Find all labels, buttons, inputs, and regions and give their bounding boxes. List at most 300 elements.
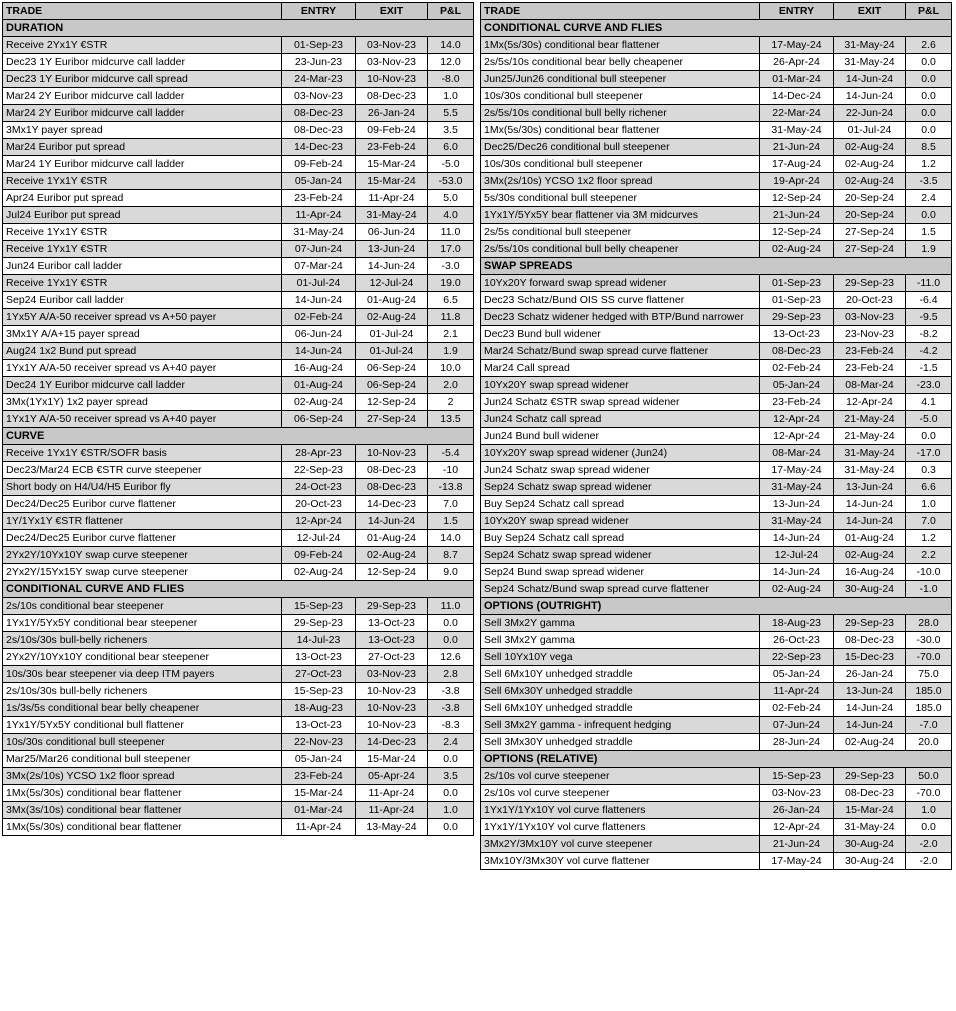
table-row [481, 717, 952, 734]
trade-name-cell: Dec23 Schatz widener hedged with BTP/Bund narrower [481, 309, 760, 326]
pl-value-cell: 2.0 [428, 377, 474, 394]
exit-date-cell: 20-Oct-23 [834, 292, 906, 309]
trade-name-cell: Jun24 Euribor call ladder [3, 258, 282, 275]
table-row [3, 360, 474, 377]
trade-name-cell: Short body on H4/U4/H5 Euribor fly [3, 479, 282, 496]
section-header-row [3, 428, 474, 445]
trade-name-cell: Aug24 1x2 Bund put spread [3, 343, 282, 360]
exit-date-cell: 11-Apr-24 [356, 802, 428, 819]
trade-name-cell: Sell 10Yx10Y vega [481, 649, 760, 666]
trade-name-cell: Mar24 2Y Euribor midcurve call ladder [3, 88, 282, 105]
trade-name-cell: Mar24 1Y Euribor midcurve call ladder [3, 156, 282, 173]
entry-date-cell: 26-Apr-24 [760, 54, 834, 71]
entry-date-cell: 05-Jan-24 [760, 666, 834, 683]
pl-value-cell: -7.0 [906, 717, 952, 734]
table-row [3, 54, 474, 71]
pl-value-cell: 0.0 [428, 615, 474, 632]
table-row [481, 581, 952, 598]
trade-name-cell: Jun24 Schatz €STR swap spread widener [481, 394, 760, 411]
trade-name-cell: Dec23/Mar24 ECB €STR curve steepener [3, 462, 282, 479]
table-row [481, 802, 952, 819]
pl-value-cell: 6.0 [428, 139, 474, 156]
table-row [481, 275, 952, 292]
entry-date-cell: 14-Jun-24 [760, 564, 834, 581]
pl-value-cell: -17.0 [906, 445, 952, 462]
column-header-trade: TRADE [3, 3, 282, 20]
trade-name-cell: 3Mx1Y A/A+15 payer spread [3, 326, 282, 343]
exit-date-cell: 12-Sep-24 [356, 394, 428, 411]
trade-name-cell: Receive 1Yx1Y €STR [3, 275, 282, 292]
entry-date-cell: 21-Jun-24 [760, 207, 834, 224]
pl-value-cell: 6.5 [428, 292, 474, 309]
entry-date-cell: 02-Feb-24 [282, 309, 356, 326]
pl-value-cell: -2.0 [906, 836, 952, 853]
pl-value-cell: -13.8 [428, 479, 474, 496]
exit-date-cell: 14-Dec-23 [356, 496, 428, 513]
exit-date-cell: 05-Apr-24 [356, 768, 428, 785]
pl-value-cell: -11.0 [906, 275, 952, 292]
trade-name-cell: 1Y/1Yx1Y €STR flattener [3, 513, 282, 530]
exit-date-cell: 14-Jun-24 [834, 717, 906, 734]
entry-date-cell: 12-Apr-24 [760, 428, 834, 445]
exit-date-cell: 14-Jun-24 [834, 88, 906, 105]
section-title: SWAP SPREADS [481, 258, 952, 275]
pl-value-cell: 0.0 [906, 105, 952, 122]
table-row [3, 224, 474, 241]
trade-name-cell: 1Yx1Y/1Yx10Y vol curve flatteners [481, 819, 760, 836]
exit-date-cell: 31-May-24 [834, 445, 906, 462]
exit-date-cell: 03-Nov-23 [834, 309, 906, 326]
exit-date-cell: 21-May-24 [834, 411, 906, 428]
exit-date-cell: 06-Sep-24 [356, 377, 428, 394]
pl-value-cell: -1.5 [906, 360, 952, 377]
table-row [481, 173, 952, 190]
table-row [481, 853, 952, 870]
table-row [481, 54, 952, 71]
table-row [3, 479, 474, 496]
pl-value-cell: 14.0 [428, 37, 474, 54]
table-row [481, 88, 952, 105]
pl-value-cell: -8.3 [428, 717, 474, 734]
exit-date-cell: 03-Nov-23 [356, 54, 428, 71]
entry-date-cell: 12-Jul-24 [282, 530, 356, 547]
exit-date-cell: 30-Aug-24 [834, 853, 906, 870]
table-row [481, 547, 952, 564]
trade-name-cell: 3Mx(2s/10s) YCSO 1x2 floor spread [3, 768, 282, 785]
section-header-row [481, 598, 952, 615]
exit-date-cell: 29-Sep-23 [834, 275, 906, 292]
pl-value-cell: 2.6 [906, 37, 952, 54]
table-row [481, 105, 952, 122]
table-row [3, 632, 474, 649]
table-row [481, 496, 952, 513]
exit-date-cell: 31-May-24 [834, 54, 906, 71]
table-row [481, 241, 952, 258]
table-row [3, 275, 474, 292]
trade-name-cell: 2Yx2Y/10Yx10Y conditional bear steepener [3, 649, 282, 666]
pl-value-cell: -3.8 [428, 700, 474, 717]
table-row [3, 71, 474, 88]
entry-date-cell: 05-Jan-24 [282, 173, 356, 190]
trade-name-cell: 1s/3s/5s conditional bear belly cheapener [3, 700, 282, 717]
trade-name-cell: Mar24 Euribor put spread [3, 139, 282, 156]
pl-value-cell: 185.0 [906, 683, 952, 700]
trade-name-cell: 1Yx1Y/5Yx5Y conditional bull flattener [3, 717, 282, 734]
exit-date-cell: 15-Mar-24 [834, 802, 906, 819]
pl-value-cell: 0.0 [906, 428, 952, 445]
left-table-body [3, 20, 474, 836]
section-header-row [481, 258, 952, 275]
pl-value-cell: 28.0 [906, 615, 952, 632]
pl-value-cell: -5.0 [906, 411, 952, 428]
trade-name-cell: Buy Sep24 Schatz call spread [481, 496, 760, 513]
pl-value-cell: 7.0 [906, 513, 952, 530]
table-row [3, 462, 474, 479]
exit-date-cell: 12-Sep-24 [356, 564, 428, 581]
table-row [481, 292, 952, 309]
exit-date-cell: 12-Jul-24 [356, 275, 428, 292]
table-row [3, 496, 474, 513]
trade-name-cell: Jun25/Jun26 conditional bull steepener [481, 71, 760, 88]
trade-name-cell: 2s/10s vol curve steepener [481, 768, 760, 785]
entry-date-cell: 17-Aug-24 [760, 156, 834, 173]
pl-value-cell: 1.0 [428, 802, 474, 819]
entry-date-cell: 28-Apr-23 [282, 445, 356, 462]
exit-date-cell: 01-Aug-24 [356, 292, 428, 309]
trade-name-cell: Sell 3Mx30Y unhedged straddle [481, 734, 760, 751]
table-row [481, 513, 952, 530]
table-row [481, 428, 952, 445]
trade-name-cell: 3Mx(3s/10s) conditional bear flattener [3, 802, 282, 819]
entry-date-cell: 11-Apr-24 [282, 207, 356, 224]
entry-date-cell: 14-Jul-23 [282, 632, 356, 649]
trade-name-cell: 1Yx1Y/5Yx5Y conditional bear steepener [3, 615, 282, 632]
table-row [481, 37, 952, 54]
left-trade-table [2, 2, 474, 836]
trade-name-cell: 3Mx(2s/10s) YCSO 1x2 floor spread [481, 173, 760, 190]
table-row [481, 360, 952, 377]
trade-name-cell: 3Mx(1Yx1Y) 1x2 payer spread [3, 394, 282, 411]
exit-date-cell: 23-Feb-24 [834, 360, 906, 377]
pl-value-cell: -23.0 [906, 377, 952, 394]
table-row [3, 785, 474, 802]
section-title: OPTIONS (RELATIVE) [481, 751, 952, 768]
trade-name-cell: Dec23 Schatz/Bund OIS SS curve flattener [481, 292, 760, 309]
trade-name-cell: 2s/10s/30s bull-belly richeners [3, 683, 282, 700]
column-header-exit: EXIT [834, 3, 906, 20]
exit-date-cell: 13-Oct-23 [356, 632, 428, 649]
entry-date-cell: 13-Oct-23 [760, 326, 834, 343]
pl-value-cell: -30.0 [906, 632, 952, 649]
trade-name-cell: 1Yx1Y A/A-50 receiver spread vs A+40 payer [3, 411, 282, 428]
column-header-exit: EXIT [356, 3, 428, 20]
trade-name-cell: Receive 1Yx1Y €STR/SOFR basis [3, 445, 282, 462]
pl-value-cell: -2.0 [906, 853, 952, 870]
table-row [3, 751, 474, 768]
pl-value-cell: 0.3 [906, 462, 952, 479]
entry-date-cell: 05-Jan-24 [282, 751, 356, 768]
pl-value-cell: 4.1 [906, 394, 952, 411]
exit-date-cell: 02-Aug-24 [834, 547, 906, 564]
trade-name-cell: Sep24 Schatz swap spread widener [481, 547, 760, 564]
entry-date-cell: 22-Mar-24 [760, 105, 834, 122]
table-row [3, 139, 474, 156]
entry-date-cell: 20-Oct-23 [282, 496, 356, 513]
entry-date-cell: 29-Sep-23 [282, 615, 356, 632]
table-row [481, 649, 952, 666]
exit-date-cell: 20-Sep-24 [834, 207, 906, 224]
entry-date-cell: 19-Apr-24 [760, 173, 834, 190]
exit-date-cell: 11-Apr-24 [356, 190, 428, 207]
table-row [481, 224, 952, 241]
trade-name-cell: 10Yx20Y swap spread widener [481, 377, 760, 394]
table-row [481, 156, 952, 173]
section-title: OPTIONS (OUTRIGHT) [481, 598, 952, 615]
entry-date-cell: 08-Dec-23 [760, 343, 834, 360]
exit-date-cell: 02-Aug-24 [834, 173, 906, 190]
entry-date-cell: 02-Aug-24 [760, 241, 834, 258]
exit-date-cell: 27-Sep-24 [356, 411, 428, 428]
trade-name-cell: Sep24 Schatz/Bund swap spread curve flattener [481, 581, 760, 598]
entry-date-cell: 15-Sep-23 [282, 598, 356, 615]
trade-name-cell: Buy Sep24 Schatz call spread [481, 530, 760, 547]
entry-date-cell: 29-Sep-23 [760, 309, 834, 326]
entry-date-cell: 31-May-24 [760, 513, 834, 530]
exit-date-cell: 08-Dec-23 [834, 632, 906, 649]
trade-name-cell: 1Yx1Y A/A-50 receiver spread vs A+40 payer [3, 360, 282, 377]
pl-value-cell: 19.0 [428, 275, 474, 292]
exit-date-cell: 31-May-24 [834, 462, 906, 479]
table-row [3, 326, 474, 343]
entry-date-cell: 12-Apr-24 [282, 513, 356, 530]
trade-name-cell: Mar25/Mar26 conditional bull steepener [3, 751, 282, 768]
entry-date-cell: 14-Jun-24 [760, 530, 834, 547]
pl-value-cell: 12.6 [428, 649, 474, 666]
table-row [3, 156, 474, 173]
table-row [481, 530, 952, 547]
pl-value-cell: 7.0 [428, 496, 474, 513]
table-row [3, 615, 474, 632]
table-header-row [3, 3, 474, 20]
pl-value-cell: 0.0 [906, 71, 952, 88]
trade-name-cell: 3Mx1Y payer spread [3, 122, 282, 139]
pl-value-cell: 0.0 [428, 785, 474, 802]
entry-date-cell: 08-Mar-24 [760, 445, 834, 462]
entry-date-cell: 17-May-24 [760, 853, 834, 870]
exit-date-cell: 10-Nov-23 [356, 700, 428, 717]
entry-date-cell: 07-Mar-24 [282, 258, 356, 275]
pl-value-cell: 5.5 [428, 105, 474, 122]
pl-value-cell: 1.2 [906, 530, 952, 547]
trade-name-cell: Mar24 Call spread [481, 360, 760, 377]
exit-date-cell: 08-Dec-23 [834, 785, 906, 802]
pl-value-cell: 0.0 [906, 819, 952, 836]
exit-date-cell: 01-Jul-24 [834, 122, 906, 139]
exit-date-cell: 27-Oct-23 [356, 649, 428, 666]
exit-date-cell: 23-Feb-24 [356, 139, 428, 156]
trade-name-cell: Sell 6Mx10Y unhedged straddle [481, 666, 760, 683]
entry-date-cell: 22-Nov-23 [282, 734, 356, 751]
pl-value-cell: -3.5 [906, 173, 952, 190]
table-row [3, 241, 474, 258]
trade-name-cell: 10s/30s bear steepener via deep ITM payers [3, 666, 282, 683]
table-row [481, 462, 952, 479]
table-row [481, 836, 952, 853]
entry-date-cell: 01-Aug-24 [282, 377, 356, 394]
entry-date-cell: 15-Sep-23 [282, 683, 356, 700]
entry-date-cell: 23-Feb-24 [760, 394, 834, 411]
trade-name-cell: Dec23 1Y Euribor midcurve call spread [3, 71, 282, 88]
entry-date-cell: 01-Sep-23 [282, 37, 356, 54]
entry-date-cell: 01-Jul-24 [282, 275, 356, 292]
exit-date-cell: 26-Jan-24 [356, 105, 428, 122]
exit-date-cell: 16-Aug-24 [834, 564, 906, 581]
table-row [3, 37, 474, 54]
entry-date-cell: 01-Mar-24 [760, 71, 834, 88]
pl-value-cell: 0.0 [428, 751, 474, 768]
trade-name-cell: Receive 1Yx1Y €STR [3, 241, 282, 258]
exit-date-cell: 27-Sep-24 [834, 224, 906, 241]
trade-name-cell: Sep24 Schatz swap spread widener [481, 479, 760, 496]
exit-date-cell: 22-Jun-24 [834, 105, 906, 122]
exit-date-cell: 02-Aug-24 [834, 734, 906, 751]
table-row [481, 819, 952, 836]
entry-date-cell: 05-Jan-24 [760, 377, 834, 394]
entry-date-cell: 26-Jan-24 [760, 802, 834, 819]
table-row [3, 513, 474, 530]
table-row [3, 309, 474, 326]
exit-date-cell: 15-Mar-24 [356, 751, 428, 768]
table-row [3, 547, 474, 564]
entry-date-cell: 06-Jun-24 [282, 326, 356, 343]
pl-value-cell: -8.0 [428, 71, 474, 88]
trade-name-cell: 2s/10s conditional bear steepener [3, 598, 282, 615]
pl-value-cell: -1.0 [906, 581, 952, 598]
entry-date-cell: 01-Sep-23 [760, 292, 834, 309]
pl-value-cell: -3.8 [428, 683, 474, 700]
trade-name-cell: Mar24 2Y Euribor midcurve call ladder [3, 105, 282, 122]
exit-date-cell: 10-Nov-23 [356, 683, 428, 700]
table-row [481, 734, 952, 751]
exit-date-cell: 26-Jan-24 [834, 666, 906, 683]
pl-value-cell: 1.0 [428, 88, 474, 105]
pl-value-cell: 2 [428, 394, 474, 411]
trade-name-cell: 2Yx2Y/15Yx15Y swap curve steepener [3, 564, 282, 581]
exit-date-cell: 01-Jul-24 [356, 343, 428, 360]
exit-date-cell: 14-Jun-24 [834, 71, 906, 88]
exit-date-cell: 13-Jun-24 [356, 241, 428, 258]
exit-date-cell: 13-May-24 [356, 819, 428, 836]
pl-value-cell: 1.5 [906, 224, 952, 241]
entry-date-cell: 23-Feb-24 [282, 768, 356, 785]
trade-name-cell: Sell 3Mx2Y gamma - infrequent hedging [481, 717, 760, 734]
exit-date-cell: 10-Nov-23 [356, 445, 428, 462]
trade-name-cell: 2s/5s conditional bull steepener [481, 224, 760, 241]
exit-date-cell: 13-Jun-24 [834, 479, 906, 496]
pl-value-cell: 0.0 [906, 54, 952, 71]
exit-date-cell: 12-Apr-24 [834, 394, 906, 411]
table-row [3, 173, 474, 190]
pl-value-cell: 12.0 [428, 54, 474, 71]
exit-date-cell: 30-Aug-24 [834, 836, 906, 853]
exit-date-cell: 14-Jun-24 [356, 513, 428, 530]
pl-value-cell: 3.5 [428, 768, 474, 785]
trade-name-cell: Sell 3Mx2Y gamma [481, 615, 760, 632]
trade-name-cell: Sell 3Mx2Y gamma [481, 632, 760, 649]
entry-date-cell: 09-Feb-24 [282, 156, 356, 173]
exit-date-cell: 27-Sep-24 [834, 241, 906, 258]
exit-date-cell: 06-Sep-24 [356, 360, 428, 377]
trade-name-cell: 2s/5s/10s conditional bull belly cheapener [481, 241, 760, 258]
table-row [3, 445, 474, 462]
pl-value-cell: 2.2 [906, 547, 952, 564]
exit-date-cell: 23-Nov-23 [834, 326, 906, 343]
exit-date-cell: 10-Nov-23 [356, 717, 428, 734]
table-row [481, 785, 952, 802]
trade-name-cell: 2s/5s/10s conditional bear belly cheapener [481, 54, 760, 71]
entry-date-cell: 24-Oct-23 [282, 479, 356, 496]
exit-date-cell: 02-Aug-24 [356, 547, 428, 564]
entry-date-cell: 12-Sep-24 [760, 190, 834, 207]
exit-date-cell: 15-Mar-24 [356, 156, 428, 173]
pl-value-cell: 9.0 [428, 564, 474, 581]
entry-date-cell: 21-Jun-24 [760, 139, 834, 156]
trade-name-cell: Dec24 1Y Euribor midcurve call ladder [3, 377, 282, 394]
exit-date-cell: 14-Dec-23 [356, 734, 428, 751]
left-column [2, 2, 474, 870]
exit-date-cell: 13-Oct-23 [356, 615, 428, 632]
entry-date-cell: 28-Jun-24 [760, 734, 834, 751]
trade-name-cell: Jul24 Euribor put spread [3, 207, 282, 224]
entry-date-cell: 15-Mar-24 [282, 785, 356, 802]
exit-date-cell: 31-May-24 [834, 37, 906, 54]
trade-name-cell: Receive 1Yx1Y €STR [3, 173, 282, 190]
right-table-body [481, 20, 952, 870]
trade-name-cell: 3Mx10Y/3Mx30Y vol curve flattener [481, 853, 760, 870]
exit-date-cell: 29-Sep-23 [356, 598, 428, 615]
entry-date-cell: 06-Sep-24 [282, 411, 356, 428]
pl-value-cell: -4.2 [906, 343, 952, 360]
pl-value-cell: 2.4 [906, 190, 952, 207]
table-row [481, 122, 952, 139]
section-header-row [3, 20, 474, 37]
trade-name-cell: 1Mx(5s/30s) conditional bear flattener [3, 819, 282, 836]
trade-name-cell: 10s/30s conditional bull steepener [3, 734, 282, 751]
pl-value-cell: 11.0 [428, 598, 474, 615]
pl-value-cell: 6.6 [906, 479, 952, 496]
trade-name-cell: Dec23 1Y Euribor midcurve call ladder [3, 54, 282, 71]
exit-date-cell: 09-Feb-24 [356, 122, 428, 139]
exit-date-cell: 30-Aug-24 [834, 581, 906, 598]
pl-value-cell: -9.5 [906, 309, 952, 326]
trade-name-cell: Sell 6Mx30Y unhedged straddle [481, 683, 760, 700]
exit-date-cell: 02-Aug-24 [834, 156, 906, 173]
pl-value-cell: 0.0 [906, 122, 952, 139]
pl-value-cell: 5.0 [428, 190, 474, 207]
table-row [3, 105, 474, 122]
column-header-entry: ENTRY [282, 3, 356, 20]
table-row [481, 700, 952, 717]
pl-value-cell: -6.4 [906, 292, 952, 309]
entry-date-cell: 14-Dec-23 [282, 139, 356, 156]
trade-name-cell: 1Mx(5s/30s) conditional bear flattener [481, 122, 760, 139]
exit-date-cell: 11-Apr-24 [356, 785, 428, 802]
column-header-entry: ENTRY [760, 3, 834, 20]
exit-date-cell: 15-Dec-23 [834, 649, 906, 666]
table-row [481, 71, 952, 88]
table-row [3, 207, 474, 224]
pl-value-cell: 0.0 [906, 88, 952, 105]
